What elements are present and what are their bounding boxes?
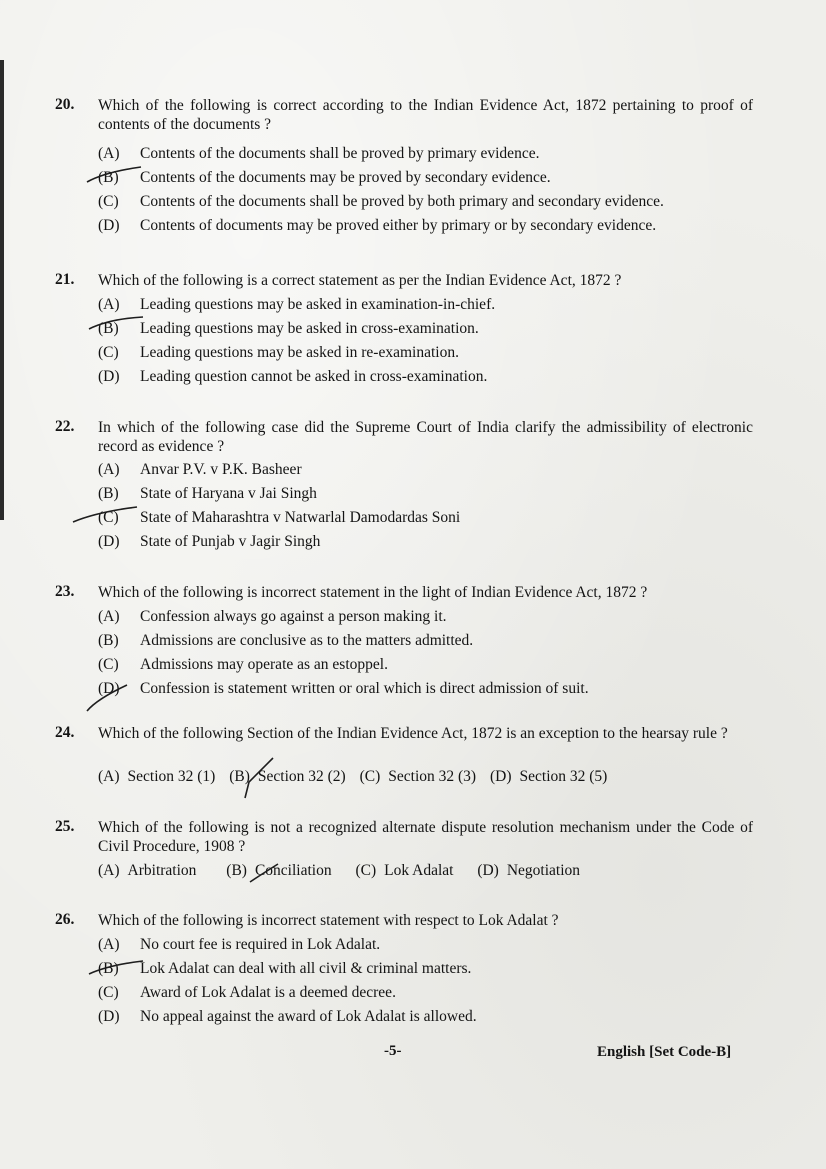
option-text: Leading questions may be asked in examination-in-chief. [140,296,496,313]
option-label: (C) [98,509,119,526]
option-d [98,1007,477,1026]
option-c [98,192,664,211]
option-label: (B) [229,768,250,785]
option-b [98,484,317,503]
question-number: 20. [55,96,75,113]
option-text: Leading questions may be asked in cross-examination. [140,320,479,337]
question-text: Which of the following Section of the Indian Evidence Act, 1872 is an exception to the hearsay rule ? [98,725,728,742]
option-text: Contents of the documents shall be proved by primary evidence. [140,145,540,162]
option-label: (D) [489,768,512,785]
option-text: Contents of the documents shall be proved by both primary and secondary evidence. [140,193,664,210]
option-d [98,216,656,235]
scan-edge-mark [0,60,4,520]
option-text: Leading question cannot be asked in cross-examination. [140,368,488,385]
option-a [98,862,196,880]
option-text: Anvar P.V. v P.K. Basheer [140,461,302,478]
option-text: Arbitration [127,862,197,879]
question-text: Which of the following is correct according to the Indian Evidence Act, 1872 pertaining to proof of contents of the documents ? [98,97,753,133]
option-c [360,768,477,786]
option-label: (A) [98,936,120,953]
option-label: (C) [355,862,377,879]
option-c [98,655,388,674]
option-a [98,460,302,479]
option-label: (A) [98,296,120,313]
option-label: (A) [98,608,120,625]
option-text: Admissions may operate as an estoppel. [140,656,388,673]
option-label: (C) [98,344,119,361]
option-label: (C) [98,656,119,673]
option-a [98,607,447,626]
option-d [98,367,487,386]
inline-options [98,862,580,880]
option-label: (C) [98,984,119,1001]
option-text: Conciliation [254,862,332,879]
option-label: (D) [98,217,120,234]
option-b [98,319,479,338]
option-label: (A) [98,862,120,879]
option-c [98,983,396,1002]
option-text: Award of Lok Adalat is a deemed decree. [140,984,396,1001]
question-number: 25. [55,818,75,835]
question-number: 23. [55,583,75,600]
option-b [226,862,331,880]
question-text: In which of the following case did the Supreme Court of India clarify the admissibility of electronic record as evidence ? [98,419,753,455]
option-label: (D) [98,1008,120,1025]
option-d [98,532,320,551]
option-label: (B) [98,960,119,977]
option-a [98,768,215,786]
inline-options [98,768,607,786]
option-d [477,862,580,880]
option-text: Section 32 (5) [519,768,608,785]
option-label: (B) [98,169,119,186]
question-number: 26. [55,911,75,928]
option-label: (C) [98,193,119,210]
option-d [98,679,589,698]
option-text: Lok Adalat [384,862,454,879]
question-text: Which of the following is incorrect statement with respect to Lok Adalat ? [98,912,559,929]
option-text: No court fee is required in Lok Adalat. [140,936,381,953]
option-label: (B) [98,485,119,502]
option-c [355,862,453,880]
option-label: (D) [98,368,120,385]
option-label: (B) [98,320,119,337]
option-b [98,168,551,187]
option-d [490,768,607,786]
option-label: (A) [98,461,120,478]
option-label: (A) [98,768,120,785]
question-text: Which of the following is a correct statement as per the Indian Evidence Act, 1872 ? [98,272,622,289]
option-text: State of Punjab v Jagir Singh [140,533,321,550]
option-text: Contents of the documents may be proved by secondary evidence. [140,169,551,186]
option-label: (D) [98,533,120,550]
option-label: (A) [98,145,120,162]
option-text: Contents of documents may be proved either by primary or by secondary evidence. [140,217,657,234]
option-text: State of Maharashtra v Natwarlal Damodardas Soni [140,509,461,526]
option-label: (C) [359,768,381,785]
option-text: Section 32 (1) [127,768,216,785]
question-text: Which of the following is not a recognized alternate dispute resolution mechanism under the Code of Civil Procedure, 1908 ? [98,819,753,855]
option-a [98,144,539,163]
option-a [98,935,380,954]
option-label: (D) [477,862,499,879]
option-a [98,295,495,314]
question-text: Which of the following is incorrect statement in the light of Indian Evidence Act, 1872 ? [98,584,648,601]
option-text: Section 32 (2) [257,768,346,785]
option-label: (B) [98,632,119,649]
option-label: (D) [98,680,120,697]
option-text: No appeal against the award of Lok Adalat is allowed. [140,1008,477,1025]
page-number: -5- [384,1043,402,1059]
question-number: 22. [55,418,75,435]
option-label: (B) [226,862,247,879]
option-c [98,343,459,362]
option-text: Confession always go against a person making it. [140,608,447,625]
option-c [98,508,460,527]
option-text: Lok Adalat can deal with all civil & criminal matters. [140,960,472,977]
option-b [229,768,346,786]
question-number: 21. [55,271,75,288]
option-text: State of Haryana v Jai Singh [140,485,317,502]
question-number: 24. [55,724,75,741]
option-b [98,959,471,978]
option-text: Negotiation [506,862,581,879]
option-text: Leading questions may be asked in re-examination. [140,344,459,361]
option-text: Section 32 (3) [388,768,477,785]
option-b [98,631,473,650]
option-text: Confession is statement written or oral which is direct admission of suit. [140,680,589,697]
set-code-label: English [Set Code-B] [597,1044,732,1060]
option-text: Admissions are conclusive as to the matters admitted. [140,632,474,649]
